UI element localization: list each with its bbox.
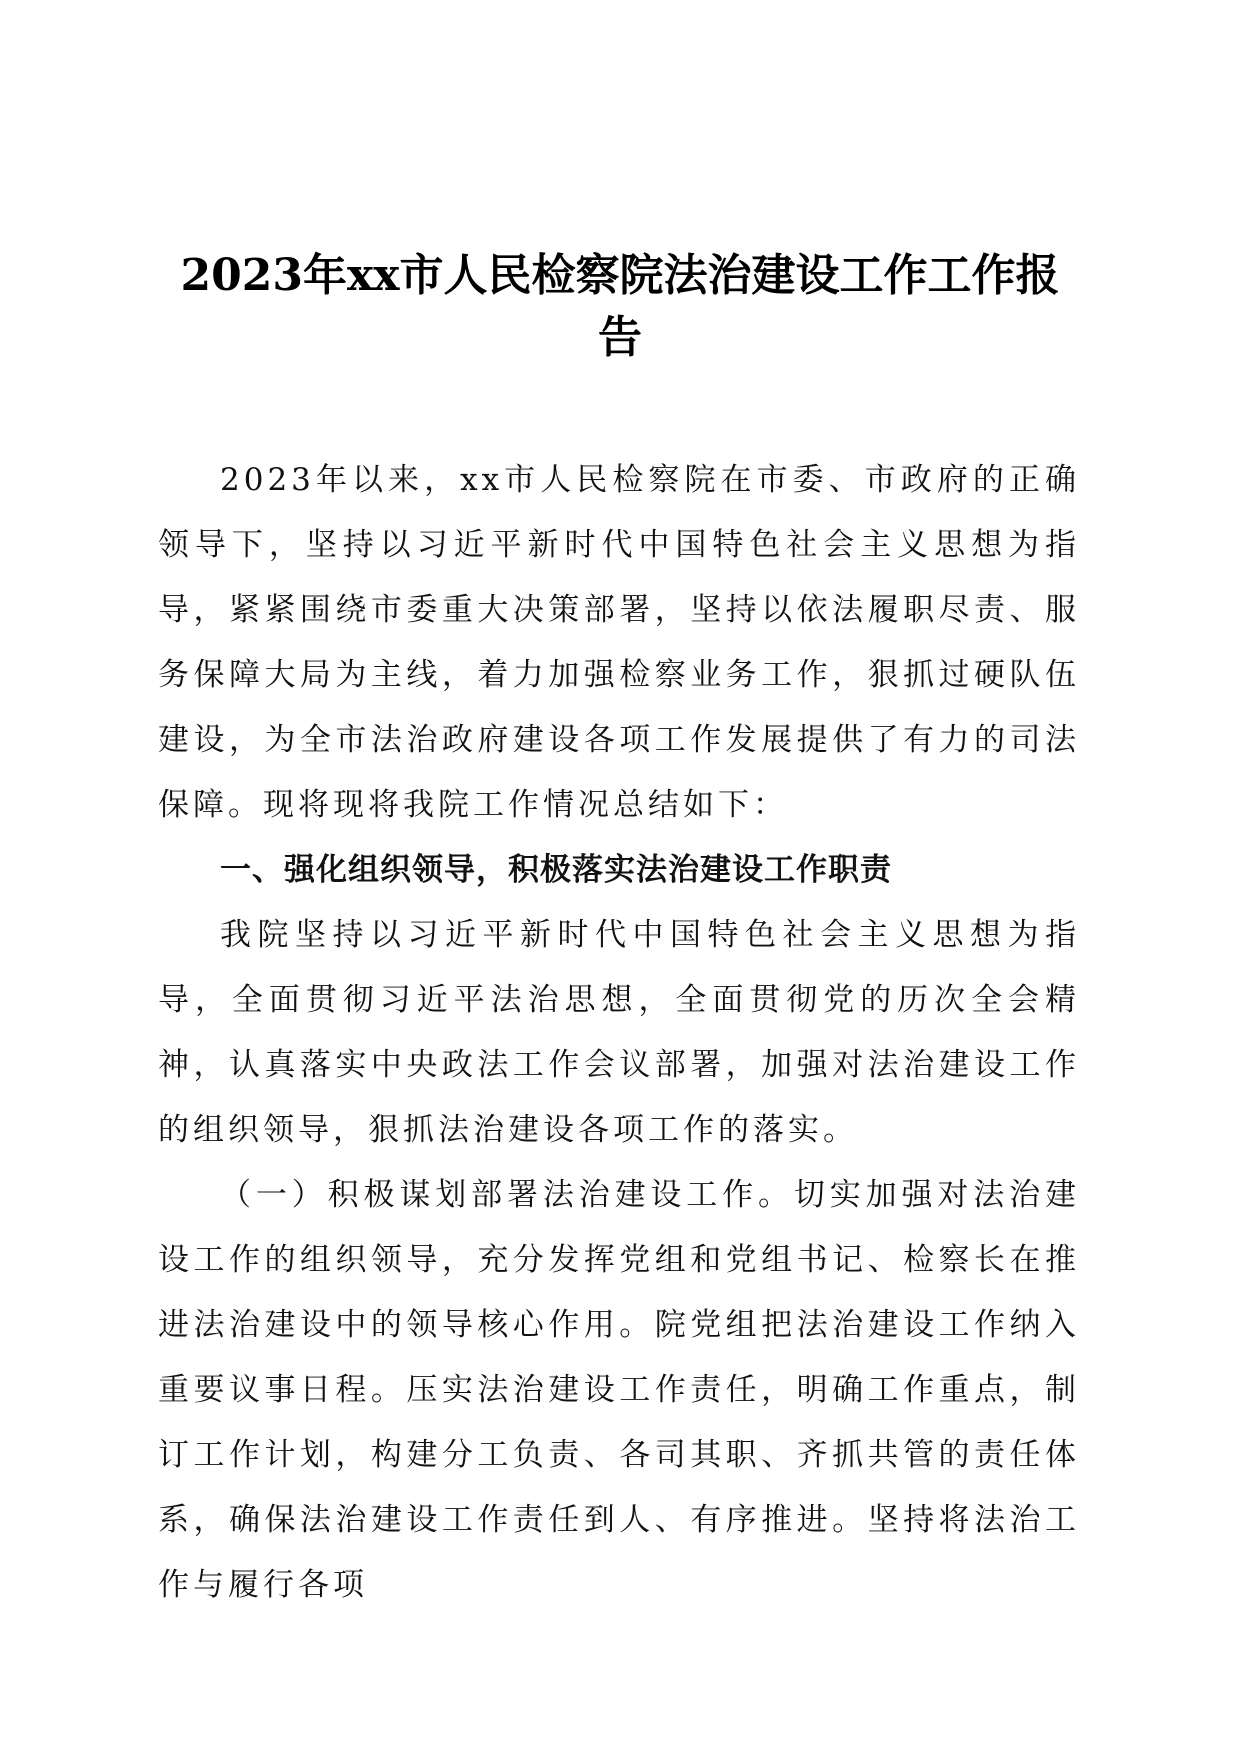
document-body xyxy=(158,448,1080,1618)
document-title xyxy=(120,245,1120,369)
section-1-heading: 一、强化组织领导，积极落实法治建设工作职责 xyxy=(220,852,892,888)
section-1-paragraph: 我院坚持以习近平新时代中国特色社会主义思想为指导，全面贯彻习近平法治思想，全面贯彻党的历次全会精神，认真落实中央政法工作会议部署，加强对法治建设工作的组织领导，狠抓法治建设各项工作的落实。 xyxy=(158,917,1080,1148)
title-line-2: 告 xyxy=(598,312,642,363)
subsection-1-paragraph: （一）积极谋划部署法治建设工作。切实加强对法治建设工作的组织领导，充分发挥党组和党组书记、检察长在推进法治建设中的领导核心作用。院党组把法治建设工作纳入重要议事日程。压实法治建设工作责任，明确工作重点，制订工作计划，构建分工负责、各司其职、齐抓共管的责任体系，确保法治建设工作责任到人、有序推进。坚持将法治工作与履行各项 xyxy=(158,1177,1080,1603)
title-line-1: 2023年xx市人民检察院法治建设工作工作报 xyxy=(180,250,1060,301)
intro-paragraph: 2023年以来，xx市人民检察院在市委、市政府的正确领导下，坚持以习近平新时代中国特色社会主义思想为指导，紧紧围绕市委重大决策部署，坚持以依法履职尽责、服务保障大局为主线，着力加强检察业务工作，狠抓过硬队伍建设，为全市法治政府建设各项工作发展提供了有力的司法保障。现将现将我院工作情况总结如下： xyxy=(158,462,1080,823)
